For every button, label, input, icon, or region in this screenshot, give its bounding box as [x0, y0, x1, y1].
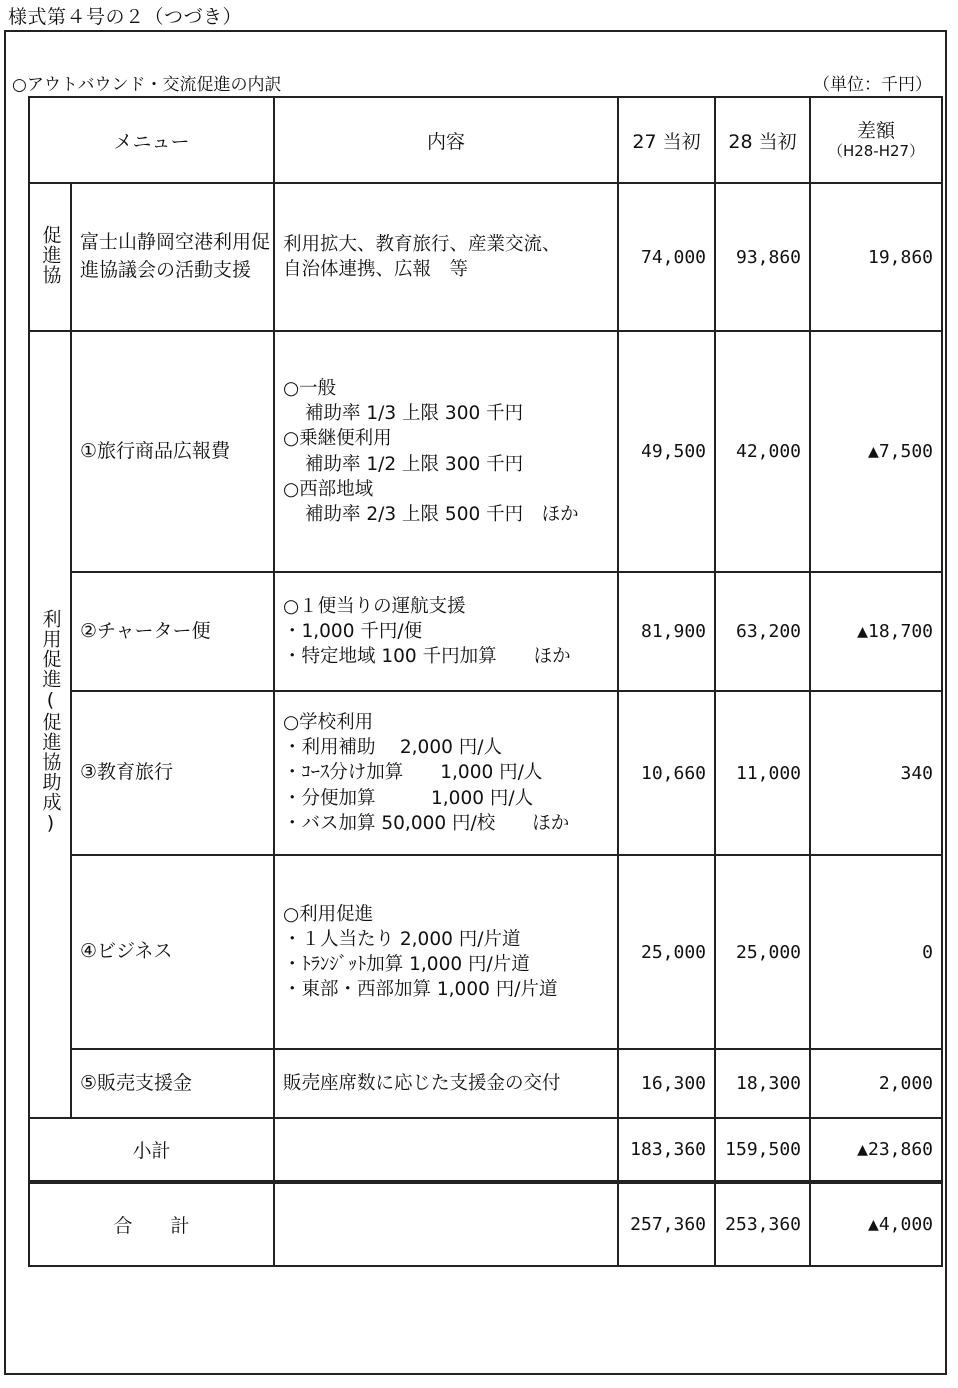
content-line: 補助率 2/3 上限 500 千円 ほか — [305, 503, 579, 525]
fy28-cell: 42,000 — [715, 331, 810, 572]
subtotal-fy28: 159,500 — [715, 1118, 810, 1182]
subtotal-fy27: 183,360 — [618, 1118, 715, 1182]
fy27-cell: 10,660 — [618, 691, 715, 855]
content-line: ○学校利用 — [283, 712, 374, 734]
diff-cell: ▲18,700 — [810, 572, 942, 691]
content-cell — [274, 1049, 618, 1118]
content-line: ・1,000 千円/便 — [283, 620, 423, 642]
fy28-cell: 93,860 — [715, 183, 810, 331]
content-cell — [274, 572, 618, 691]
content-cell — [274, 855, 618, 1049]
total-diff: ▲4,000 — [810, 1182, 942, 1266]
fy27-cell: 49,500 — [618, 331, 715, 572]
diff-cell: 2,000 — [810, 1049, 942, 1118]
fy28-cell: 18,300 — [715, 1049, 810, 1118]
table-row — [29, 691, 942, 855]
header-diff — [810, 97, 942, 183]
diff-cell: 0 — [810, 855, 942, 1049]
fy28-cell: 25,000 — [715, 855, 810, 1049]
content-cell — [274, 691, 618, 855]
content-line: ○乗継便利用 — [283, 428, 392, 450]
diff-cell: 340 — [810, 691, 942, 855]
content-line: ・利用補助 2,000 円/人 — [283, 737, 502, 759]
total-fy27: 257,360 — [618, 1182, 715, 1266]
subtotal-label: 小計 — [29, 1118, 274, 1182]
group-label-usage: 利用促進(促進協助成) — [29, 331, 71, 1118]
table-row — [29, 855, 942, 1049]
menu-cell: ⑤販売支援金 — [71, 1049, 274, 1118]
diff-cell: 19,860 — [810, 183, 942, 331]
header-diff-sub: （H28-H27） — [827, 142, 925, 161]
fy27-cell: 16,300 — [618, 1049, 715, 1118]
content-cell — [274, 183, 618, 331]
diff-cell: ▲7,500 — [810, 331, 942, 572]
content-line: ・分便加算 1,000 円/人 — [283, 787, 534, 809]
content-line: ○一般 — [283, 378, 337, 400]
form-title: 様式第４号の２（つづき） — [8, 6, 243, 28]
total-label: 合 計 — [29, 1182, 274, 1266]
menu-cell: 富士山静岡空港利用促進協議会の活動支援 — [71, 183, 274, 331]
fy27-cell: 25,000 — [618, 855, 715, 1049]
unit-label: （単位：千円） — [813, 75, 932, 95]
total-row — [29, 1182, 942, 1266]
content-line: ・１人当たり 2,000 円/片道 — [283, 928, 521, 950]
subtotal-diff: ▲23,860 — [810, 1118, 942, 1182]
menu-cell: ④ビジネス — [71, 855, 274, 1049]
content-line: 自治体連携、広報 等 — [283, 259, 469, 280]
table-row — [29, 572, 942, 691]
content-cell — [274, 331, 618, 572]
content-line: ○１便当りの運航支援 — [283, 595, 466, 617]
content-line: ○利用促進 — [283, 903, 374, 925]
content-line: ○西部地域 — [283, 478, 374, 500]
fy28-cell: 11,000 — [715, 691, 810, 855]
content-line: 補助率 1/3 上限 300 千円 — [305, 403, 524, 425]
content-line: ・ｺｰｽ分け加算 1,000 円/人 — [283, 762, 543, 784]
content-line: 補助率 1/2 上限 300 千円 — [305, 453, 524, 475]
content-line: ・東部・西部加算 1,000 円/片道 — [283, 979, 558, 1001]
content-line: ・バス加算 50,000 円/校 ほか — [283, 812, 570, 834]
fy27-cell: 81,900 — [618, 572, 715, 691]
group-label-council: 促進協 — [29, 183, 71, 331]
section-title: ○アウトバウンド・交流促進の内訳 — [12, 75, 282, 95]
header-diff-label: 差額 — [857, 119, 896, 142]
content-line: 利用拡大、教育旅行、産業交流、 — [283, 233, 561, 255]
breakdown-table — [28, 96, 943, 1267]
header-content: 内容 — [274, 97, 618, 183]
table-row — [29, 183, 942, 331]
total-content-empty — [274, 1182, 618, 1266]
table-row — [29, 331, 942, 572]
table-row — [29, 1049, 942, 1118]
subtotal-row — [29, 1118, 942, 1182]
total-fy28: 253,360 — [715, 1182, 810, 1266]
content-line: ・特定地域 100 千円加算 ほか — [283, 646, 571, 668]
menu-cell: ②チャーター便 — [71, 572, 274, 691]
fy27-cell: 74,000 — [618, 183, 715, 331]
fy28-cell: 63,200 — [715, 572, 810, 691]
header-fy27: 27 当初 — [618, 97, 715, 183]
header-row — [29, 97, 942, 183]
header-menu: メニュー — [29, 97, 274, 183]
subtotal-content-empty — [274, 1118, 618, 1182]
menu-cell: ③教育旅行 — [71, 691, 274, 855]
menu-cell: ①旅行商品広報費 — [71, 331, 274, 572]
content-line: ・ﾄﾗﾝｼﾞｯﾄ加算 1,000 円/片道 — [283, 954, 530, 975]
header-fy28: 28 当初 — [715, 97, 810, 183]
content-line: 販売座席数に応じた支援金の交付 — [283, 1072, 561, 1094]
